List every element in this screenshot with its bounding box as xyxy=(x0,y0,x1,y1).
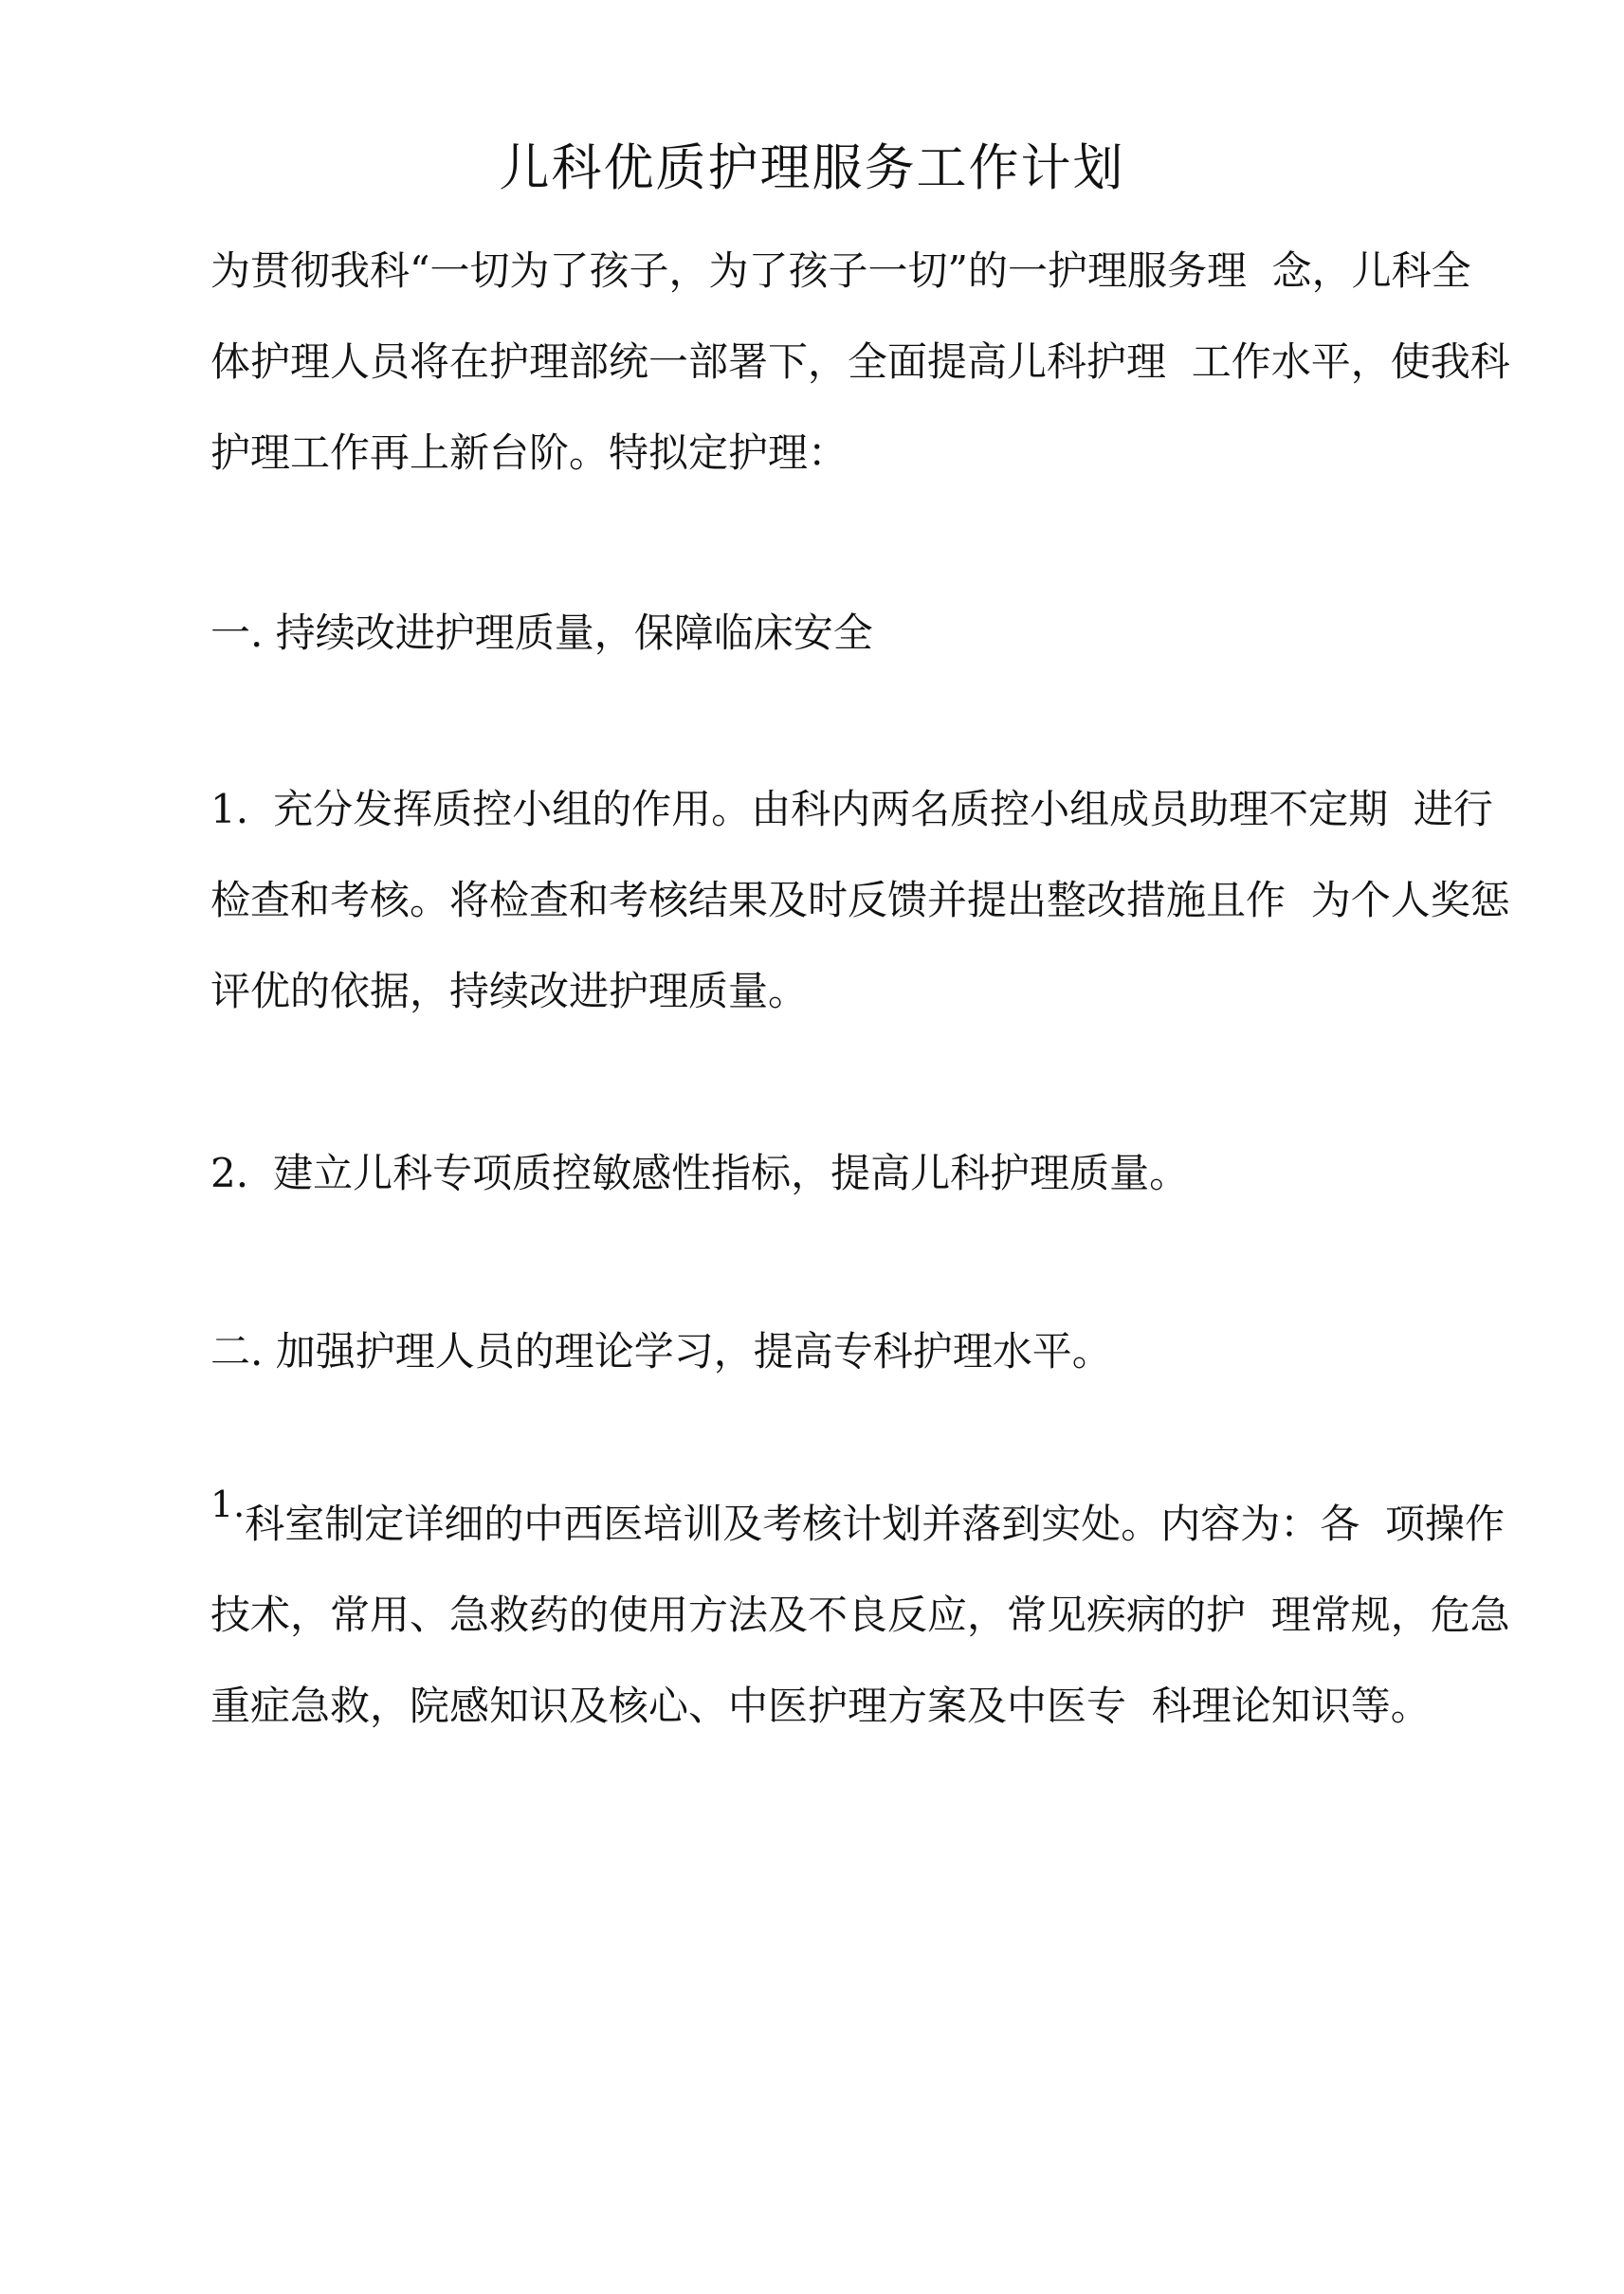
item-text: 建立儿科专项质控敏感性指标，提高儿科护理质量。 xyxy=(273,1150,1190,1196)
intro-line-2: 体护理人员将在护理部统一部署下，全面提高儿科护理 工作水平，使我科 xyxy=(210,338,1510,385)
section-1-item-1-line-2: 检查和考核。将检查和考核结果及时反馈并提出整改措施且作 为个人奖惩 xyxy=(210,877,1510,923)
section-2-heading: 二. 加强护理人员的理论学习，提高专科护理水平。 xyxy=(210,1328,1112,1375)
section-1-item-2 xyxy=(210,1147,1189,1200)
item-number: 2. xyxy=(210,1150,249,1196)
section-2-item-1-line-3: 重症急救，院感知识及核心、中医护理方案及中医专 科理论知识等。 xyxy=(210,1683,1431,1729)
section-1-item-1-line-3: 评优的依据，持续改进护理质量。 xyxy=(210,968,809,1014)
section-1-heading: 一. 持续改进护理质量，保障临床安全 xyxy=(210,610,873,656)
item-number: 1. xyxy=(210,786,249,832)
document-title: 儿科优质护理服务工作计划 xyxy=(499,139,1125,197)
intro-line-1: 为贯彻我科“一切为了孩子，为了孩子一切”的一护理服务理 念，儿科全 xyxy=(210,247,1471,294)
intro-line-3: 护理工作再上新台阶。特拟定护理： xyxy=(210,429,848,476)
section-2-item-1-line-1 xyxy=(210,1484,1505,1552)
item-number: 1. xyxy=(210,1484,246,1525)
section-1-item-1-line-1 xyxy=(210,783,1493,836)
item-text: 科室制定详细的中西医培训及考核计划并落到实处。内容为：各 项操作 xyxy=(245,1501,1505,1547)
section-2-item-1-line-2: 技术，常用、急救药的使用方法及不良反应，常见疾病的护 理常规，危急 xyxy=(210,1592,1510,1638)
item-text: 充分发挥质控小组的作用。由科内两名质控小组成员助理不定期 进行 xyxy=(273,786,1493,832)
